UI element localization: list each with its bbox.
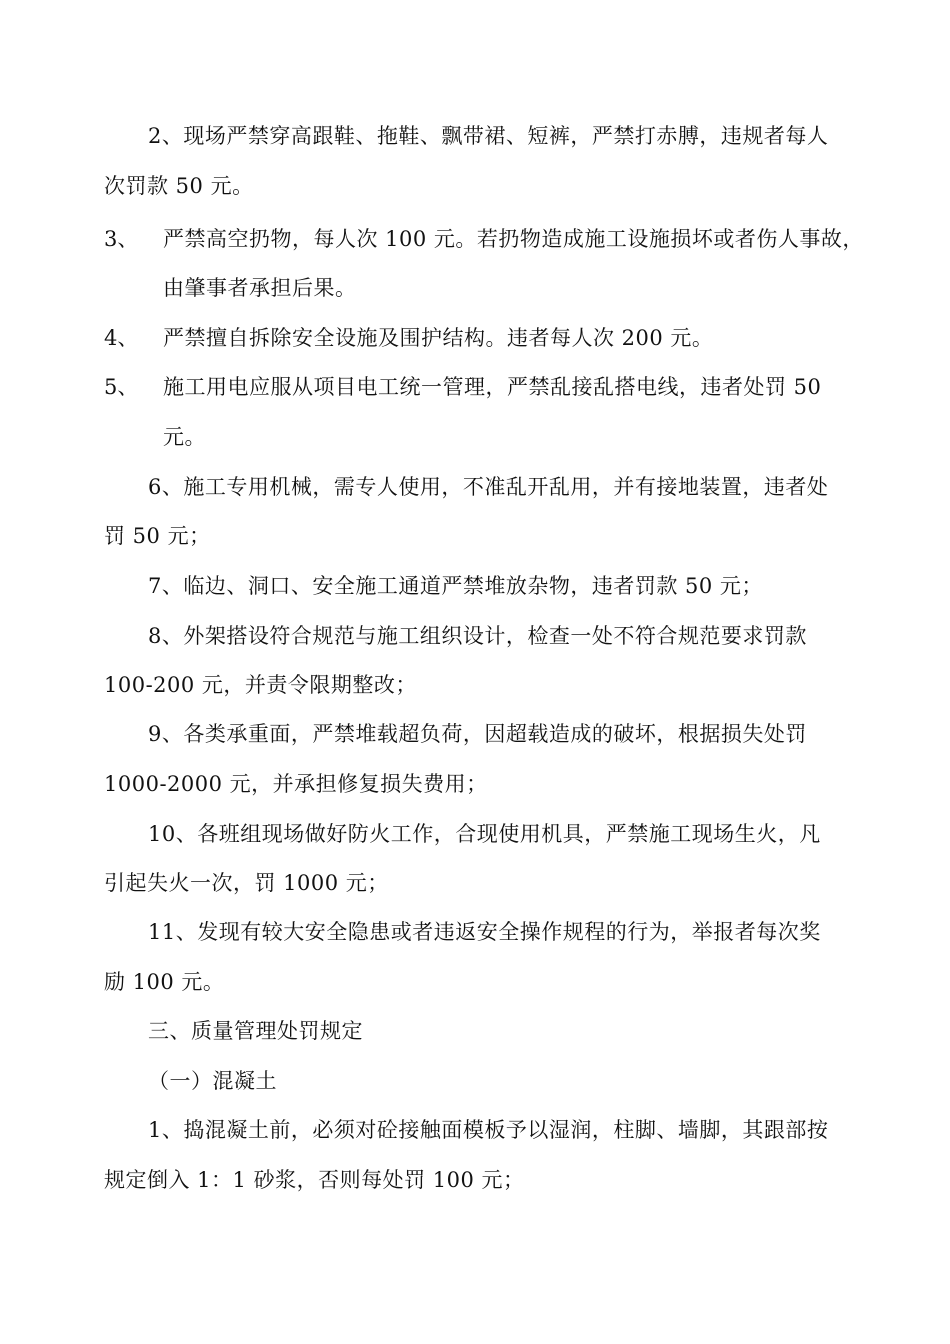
rule-8-line-2: 100-200 元，并责令限期整改；	[104, 673, 417, 697]
rule-11-line-2: 励 100 元。	[104, 970, 225, 994]
rule-6-line-2: 罚 50 元；	[104, 524, 211, 548]
rule-10-line-2: 引起失火一次，罚 1000 元；	[104, 871, 389, 895]
rule-11-line-1: 11、发现有较大安全隐患或者违返安全操作规程的行为，举报者每次奖	[148, 920, 821, 944]
rule-5-number: 5、	[104, 375, 139, 399]
rule-7-line-1: 7、临边、洞口、安全施工通道严禁堆放杂物，违者罚款 50 元；	[148, 574, 763, 598]
rule-9-line-1: 9、各类承重面，严禁堆载超负荷，因超载造成的破坏，根据损失处罚	[148, 722, 807, 746]
rule-9-line-2: 1000-2000 元，并承担修复损失费用；	[104, 772, 488, 796]
concrete-rule-1-line-1: 1、捣混凝土前，必须对砼接触面模板予以湿润，柱脚、墙脚，其跟部按	[148, 1118, 829, 1142]
rule-3-line-1: 严禁高空扔物，每人次 100 元。若扔物造成施工设施损坏或者伤人事故，	[163, 227, 864, 251]
rule-6-line-1: 6、施工专用机械，需专人使用，不准乱开乱用，并有接地装置，违者处	[148, 475, 829, 499]
rule-4-number: 4、	[104, 326, 139, 350]
rule-8-line-1: 8、外架搭设符合规范与施工组织设计，检查一处不符合规范要求罚款	[148, 624, 807, 648]
concrete-rule-1-line-2: 规定倒入 1：1 砂浆，否则每处罚 100 元；	[104, 1168, 525, 1192]
rule-2-line-2: 次罚款 50 元。	[104, 174, 254, 198]
subsection-heading-concrete: （一）混凝土	[148, 1069, 277, 1093]
rule-5-line-2: 元。	[163, 425, 206, 449]
rule-2-line-1: 2、现场严禁穿高跟鞋、拖鞋、飘带裙、短裤，严禁打赤膊，违规者每人	[148, 124, 829, 148]
rule-3-number: 3、	[104, 227, 139, 251]
rule-5-line-1: 施工用电应服从项目电工统一管理，严禁乱接乱搭电线，违者处罚 50	[163, 375, 822, 399]
rule-3-line-2: 由肇事者承担后果。	[163, 276, 357, 300]
rule-4-line-1: 严禁擅自拆除安全设施及围护结构。违者每人次 200 元。	[163, 326, 714, 350]
rule-10-line-1: 10、各班组现场做好防火工作，合现使用机具，严禁施工现场生火，凡	[148, 822, 821, 846]
section-heading-quality: 三、质量管理处罚规定	[148, 1019, 363, 1043]
